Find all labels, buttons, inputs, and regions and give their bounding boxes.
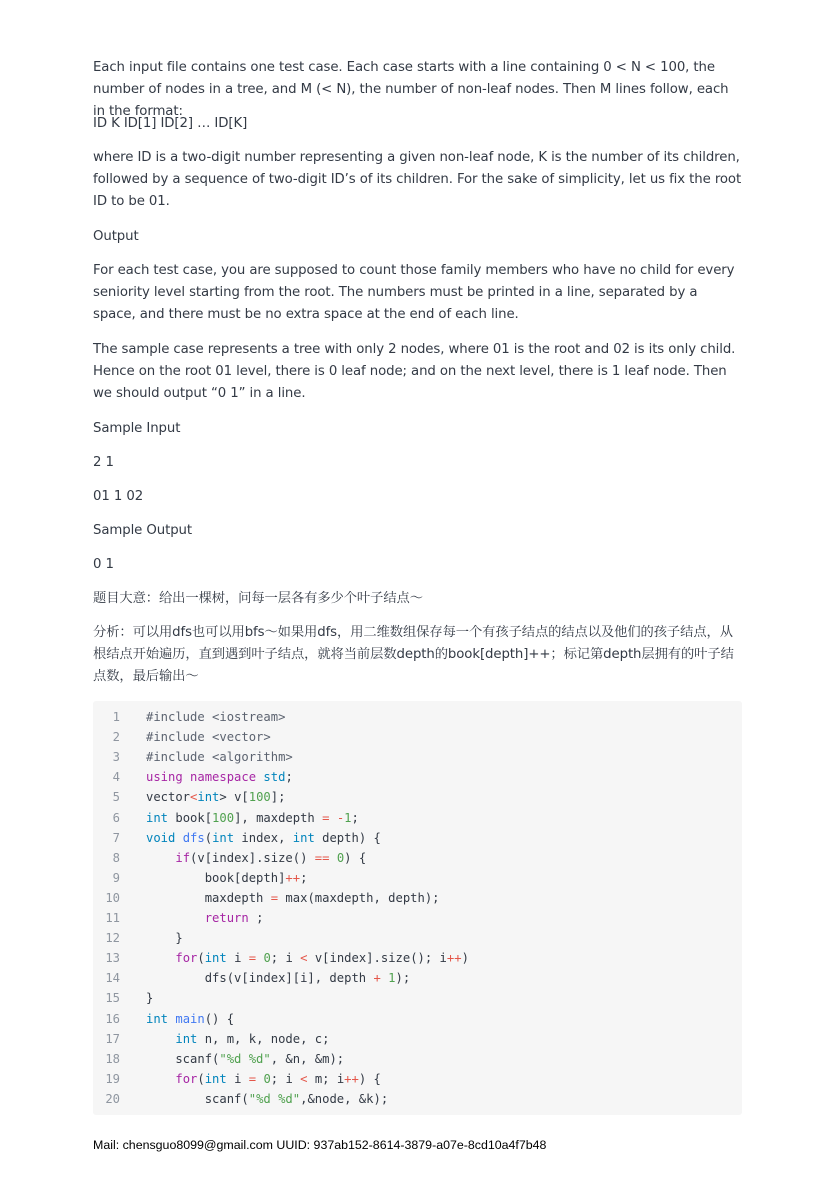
code-text: book[depth]++; — [146, 870, 308, 885]
sample-input-line-1: 2 1 — [93, 455, 114, 470]
code-line — [93, 888, 742, 908]
code-text: #include <algorithm> — [146, 750, 293, 765]
code-line — [93, 968, 742, 988]
code-text: int book[100], maxdepth = -1; — [146, 810, 359, 825]
line-number: 13 — [105, 951, 120, 966]
code-line — [93, 767, 742, 787]
line-number: 7 — [112, 830, 120, 845]
line-number: 18 — [105, 1051, 120, 1066]
code-line — [93, 747, 742, 767]
code-line — [93, 787, 742, 807]
line-number: 10 — [105, 890, 120, 905]
footer-mail-uuid: Mail: chensguo8099@gmail.com UUID: 937ab152-8614-3879-a07e-8cd10a4f7b48 — [93, 1138, 547, 1152]
code-text: vector<int> v[100]; — [146, 790, 286, 805]
code-text: return ; — [204, 911, 264, 925]
code-text: for(int i = 0; i < m; i++) { — [175, 1071, 381, 1086]
heading-output: Output — [93, 229, 139, 244]
line-number: 9 — [112, 870, 120, 885]
line-number: 11 — [105, 911, 120, 925]
code-text: maxdepth = max(maxdepth, depth); — [146, 890, 440, 905]
line-number: 15 — [105, 991, 120, 1006]
code-text: using namespace std; — [146, 770, 293, 785]
code-line — [93, 988, 742, 1008]
code-line — [93, 908, 742, 928]
code-line — [93, 848, 742, 868]
code-text: #include <vector> — [146, 730, 271, 745]
code-line — [93, 1069, 742, 1089]
code-line — [93, 1029, 742, 1049]
line-number: 3 — [112, 750, 120, 765]
paragraph-problem-summary: 题目大意：给出一棵树，问每一层各有多少个叶子结点～ — [93, 591, 423, 606]
code-line — [93, 1089, 742, 1109]
code-text: for(int i = 0; i < v[index].size(); i++) — [175, 951, 469, 966]
code-line — [93, 727, 742, 747]
paragraph-input-spec: Each input file contains one test case. Each case starts with a line containing 0 < N < 100, the number of nodes in a tree, and M (< N), the number of non-leaf nodes. Then M lines follow, each in the format: — [93, 60, 729, 119]
line-number: 5 — [112, 790, 120, 805]
line-number: 14 — [105, 971, 120, 986]
code-line — [93, 948, 742, 968]
code-line — [93, 828, 742, 848]
code-line — [93, 808, 742, 828]
code-block — [93, 701, 742, 1115]
paragraph-analysis: 分析：可以用dfs也可以用bfs～如果用dfs，用二维数组保存每一个有孩子结点的结点以及他们的孩子结点，从根结点开始遍历，直到遇到叶子结点，就将当前层数depth的book[depth]++；标记第depth层拥有的叶子结点数，最后输出～ — [93, 625, 734, 684]
code-line — [93, 868, 742, 888]
code-text: } — [146, 991, 154, 1006]
code-line — [93, 707, 742, 727]
heading-sample-output: Sample Output — [93, 523, 192, 538]
line-number: 19 — [105, 1071, 120, 1086]
paragraph-sample-explanation: The sample case represents a tree with only 2 nodes, where 01 is the root and 02 is its only child. Hence on the root 01 level, there is 0 leaf node; and on the next level, there is 1 leaf node. Then we should output “0 1” in a line. — [93, 342, 736, 401]
line-number: 6 — [112, 810, 120, 825]
code-text: } — [146, 931, 183, 946]
line-number: 12 — [105, 931, 120, 946]
heading-sample-input: Sample Input — [93, 421, 181, 436]
line-number: 4 — [112, 770, 120, 785]
paragraph-output-spec: For each test case, you are supposed to count those family members who have no child for every seniority level starting from the root. The numbers must be printed in a line, separated by a space, and there must be no extra space at the end of each line. — [93, 263, 735, 322]
code-text: scanf("%d %d",&node, &k); — [146, 1091, 389, 1106]
line-number: 16 — [105, 1011, 120, 1026]
code-text: void dfs(int index, int depth) { — [146, 830, 381, 845]
line-number: 2 — [112, 730, 120, 745]
paragraph-id-description: where ID is a two-digit number representing a given non-leaf node, K is the number of its children, followed by a sequence of two-digit ID’s of its children. For the sake of simplicity, let us fix the root ID to be 01. — [93, 150, 742, 209]
code-text: #include <iostream> — [146, 710, 286, 724]
sample-input-line-2: 01 1 02 — [93, 489, 144, 504]
code-line — [93, 928, 742, 948]
code-text: dfs(v[index][i], depth + 1); — [146, 971, 411, 986]
line-number: 17 — [105, 1031, 120, 1046]
code-line — [93, 1009, 742, 1029]
line-number: 8 — [112, 850, 120, 865]
code-text: int n, m, k, node, c; — [175, 1031, 330, 1046]
code-text: int main() { — [146, 1011, 235, 1026]
code-line — [93, 1049, 742, 1069]
sample-output-line: 0 1 — [93, 557, 114, 572]
line-number: 1 — [112, 710, 120, 724]
line-number: 20 — [105, 1091, 120, 1106]
paragraph-format: ID K ID[1] ID[2] … ID[K] — [93, 116, 248, 131]
code-text: if(v[index].size() == 0) { — [175, 850, 367, 865]
code-text: scanf("%d %d", &n, &m); — [146, 1051, 345, 1066]
